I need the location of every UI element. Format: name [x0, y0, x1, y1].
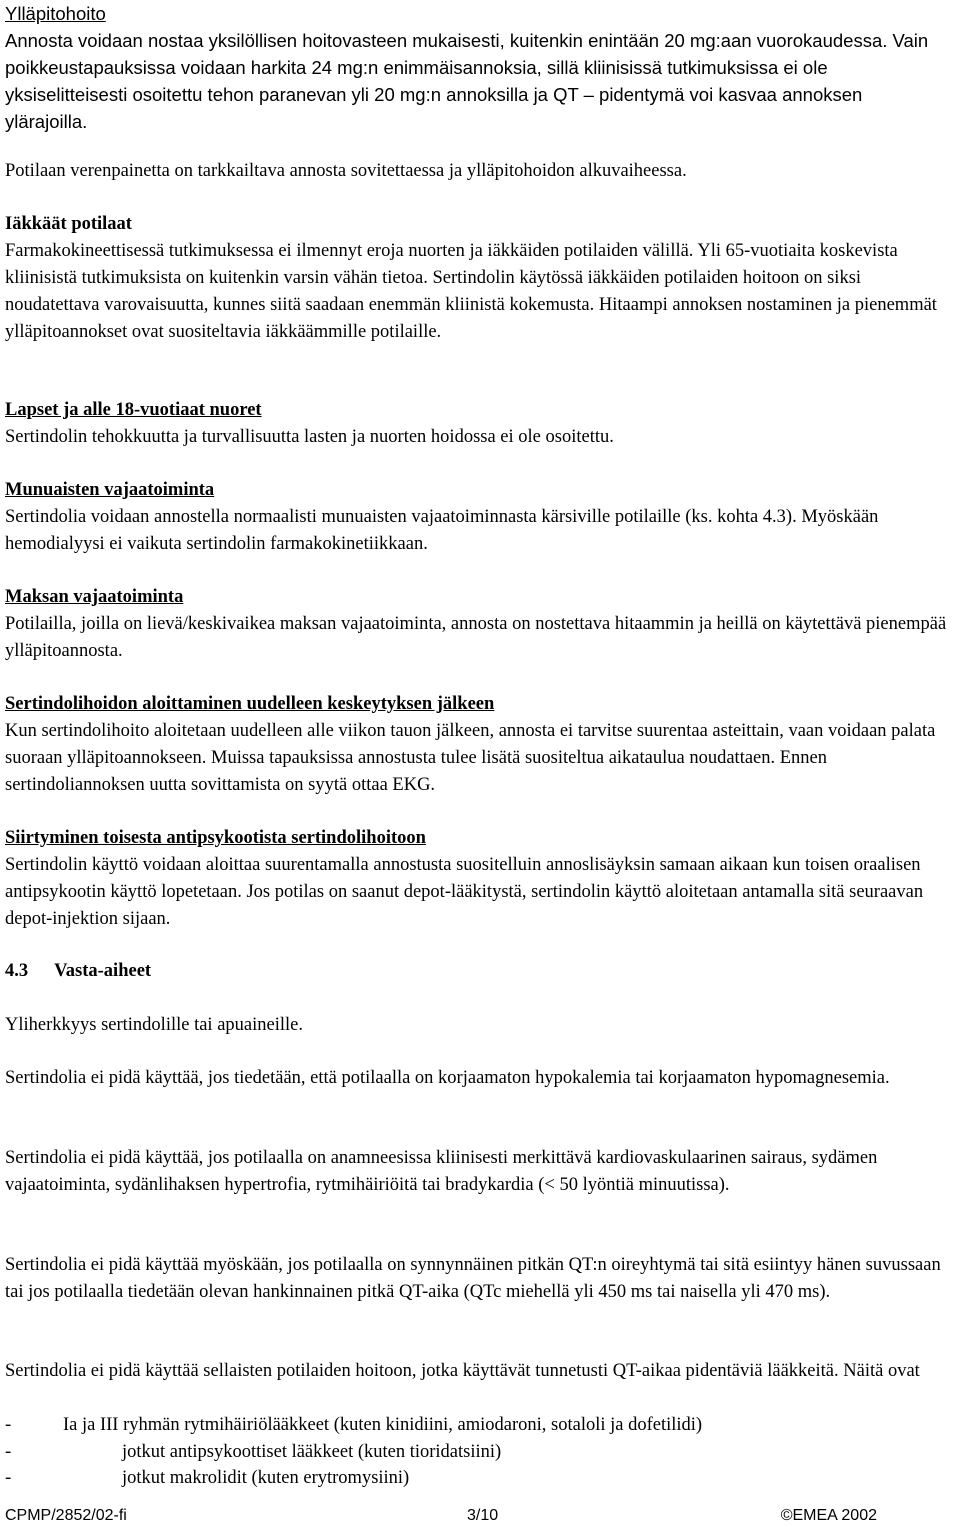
copyright-notice: ©EMEA 2002: [780, 1507, 877, 1524]
section-switching: [5, 825, 955, 933]
contraindication-paragraph: Sertindolia ei pidä käyttää, jos tiedetään, että potilaalla on korjaamaton hypokalemia tai korjaamaton hypomagnesemia.: [5, 1068, 890, 1088]
section-title: Vasta-aiheet: [54, 961, 152, 981]
list-item-text: jotkut makrolidit (kuten erytromysiini): [122, 1468, 410, 1488]
section-renal: [5, 477, 955, 558]
section-heading: Siirtyminen toisesta antipsykootista sertindolihoitoon: [5, 828, 426, 848]
section-text: Potilailla, joilla on lievä/keskivaikea maksan vajaatoiminta, annosta on nostettava hitaammin ja heillä on käytettävä pienempää ylläpitoannosta.: [5, 614, 947, 661]
contraindication-paragraph: Yliherkkyys sertindolille tai apuaineille.: [5, 1015, 303, 1035]
blood-pressure-text: Potilaan verenpainetta on tarkkailtava annosta sovitettaessa ja ylläpitohoidon alkuvaiheessa.: [5, 161, 687, 181]
section-text: Sertindolia voidaan annostella normaalisti munuaisten vajaatoiminnasta kärsiville potilaille (ks. kohta 4.3). Myöskään hemodialyysi ei vaikuta sertindolin farmakokinetiikkaan.: [5, 507, 879, 554]
list-item-text: Ia ja III ryhmän rytmihäiriölääkkeet (kuten kinidiini, amiodaroni, sotaloli ja dofetilidi): [63, 1415, 703, 1435]
section-number: 4.3: [5, 961, 29, 981]
section-restart: [5, 691, 955, 799]
contraindication-paragraph: Sertindolia ei pidä käyttää, jos potilaalla on anamneesissa kliinisesti merkittävä kardiovaskulaarinen sairaus, sydämen vajaatoiminta, sydänlihaksen hypertrofia, rytmihäiriöitä tai bradykardia (< 50 lyöntiä minuutissa).: [5, 1148, 878, 1195]
section-heading: Munuaisten vajaatoiminta: [5, 480, 215, 500]
list-item-text: jotkut antipsykoottiset lääkkeet (kuten tioridatsiini): [122, 1442, 502, 1462]
page-footer: [5, 1505, 955, 1527]
maintenance-section: [5, 0, 955, 135]
contraindication-paragraph: Sertindolia ei pidä käyttää myöskään, jos potilaalla on synnynnäinen pitkän QT:n oireyhtymä tai sitä esiintyy hänen suvussaan tai jos potilaalla tiedetään olevan hankinnainen pitkä QT-aika (QTc miehellä yli 450 ms tai naisella yli 470 ms).: [5, 1255, 941, 1302]
section-4-3-heading: [5, 958, 955, 985]
section-heading: Iäkkäät potilaat: [5, 214, 132, 234]
section-text: Farmakokineettisessä tutkimuksessa ei ilmennyt eroja nuorten ja iäkkäiden potilaiden välillä. Yli 65-vuotiaita koskevista kliinisistä tutkimuksista on kuitenkin varsin vähän tietoa. Sertindolin käytössä iäkkäiden potilaiden hoitoon on siksi noudatettava varovaisuutta, kunnes siitä saadaan enemmän kliinistä kokemusta. Hitaampi annoksen nostaminen ja pienemmät ylläpitoannokset ovat suositeltavia iäkkäämmille potilaille.: [5, 241, 937, 342]
maintenance-text: Annosta voidaan nostaa yksilöllisen hoitovasteen mukaisesti, kuitenkin enintään 20 mg:aan vuorokaudessa. Vain poikkeustapauksissa voidaan harkita 24 mg:n enimmäisannoksia, sillä kliinisissä tutkimuksissa ei ole yksiselitteisesti osoitettu tehon paranevan yli 20 mg:n annoksilla ja QT – pidentymä voi kasvaa annoksen ylärajoilla.: [5, 30, 929, 132]
section-text: Sertindolin tehokkuutta ja turvallisuutta lasten ja nuorten hoidossa ei ole osoitettu.: [5, 427, 614, 447]
list-bullet: -: [5, 1468, 12, 1488]
section-text: Kun sertindolihoito aloitetaan uudelleen alle viikon tauon jälkeen, annosta ei tarvitse suurentaa asteittain, vaan voidaan palata suoraan ylläpitoannokseen. Muissa tapauksissa annostusta tulee lisätä suositeltua aikataulua noudattaen. Ennen sertindoliannoksen uutta sovittamista on syytä ottaa EKG.: [5, 721, 936, 795]
section-hepatic: [5, 584, 955, 665]
list-item: [5, 1439, 955, 1466]
list-bullet: -: [5, 1442, 12, 1462]
section-heading: Sertindolihoidon aloittaminen uudelleen keskeytyksen jälkeen: [5, 694, 495, 714]
list-bullet: -: [5, 1415, 12, 1435]
section-heading: Lapset ja alle 18-vuotiaat nuoret: [5, 400, 262, 420]
section-heading: Maksan vajaatoiminta: [5, 587, 184, 607]
page-number: 3/10: [467, 1507, 499, 1524]
section-children: [5, 397, 955, 451]
section-elderly: [5, 211, 955, 346]
document-id: CPMP/2852/02-fi: [5, 1507, 127, 1524]
list-item: [5, 1412, 955, 1439]
contraindication-paragraph: Sertindolia ei pidä käyttää sellaisten potilaiden hoitoon, jotka käyttävät tunnetusti QT-aikaa pidentäviä lääkkeitä. Näitä ovat: [5, 1361, 920, 1381]
section-text: Sertindolin käyttö voidaan aloittaa suurentamalla annostusta suositelluin annoslisäyksin samaan aikaan kun toisen oraalisen antipsykootin käyttö lopetetaan. Jos potilas on saanut depot-lääkitystä, sertindolin käyttö aloitetaan antamalla sitä seuraavan depot-injektion sijaan.: [5, 855, 924, 929]
maintenance-heading: Ylläpitohoito: [5, 3, 106, 24]
list-item: [5, 1465, 955, 1492]
